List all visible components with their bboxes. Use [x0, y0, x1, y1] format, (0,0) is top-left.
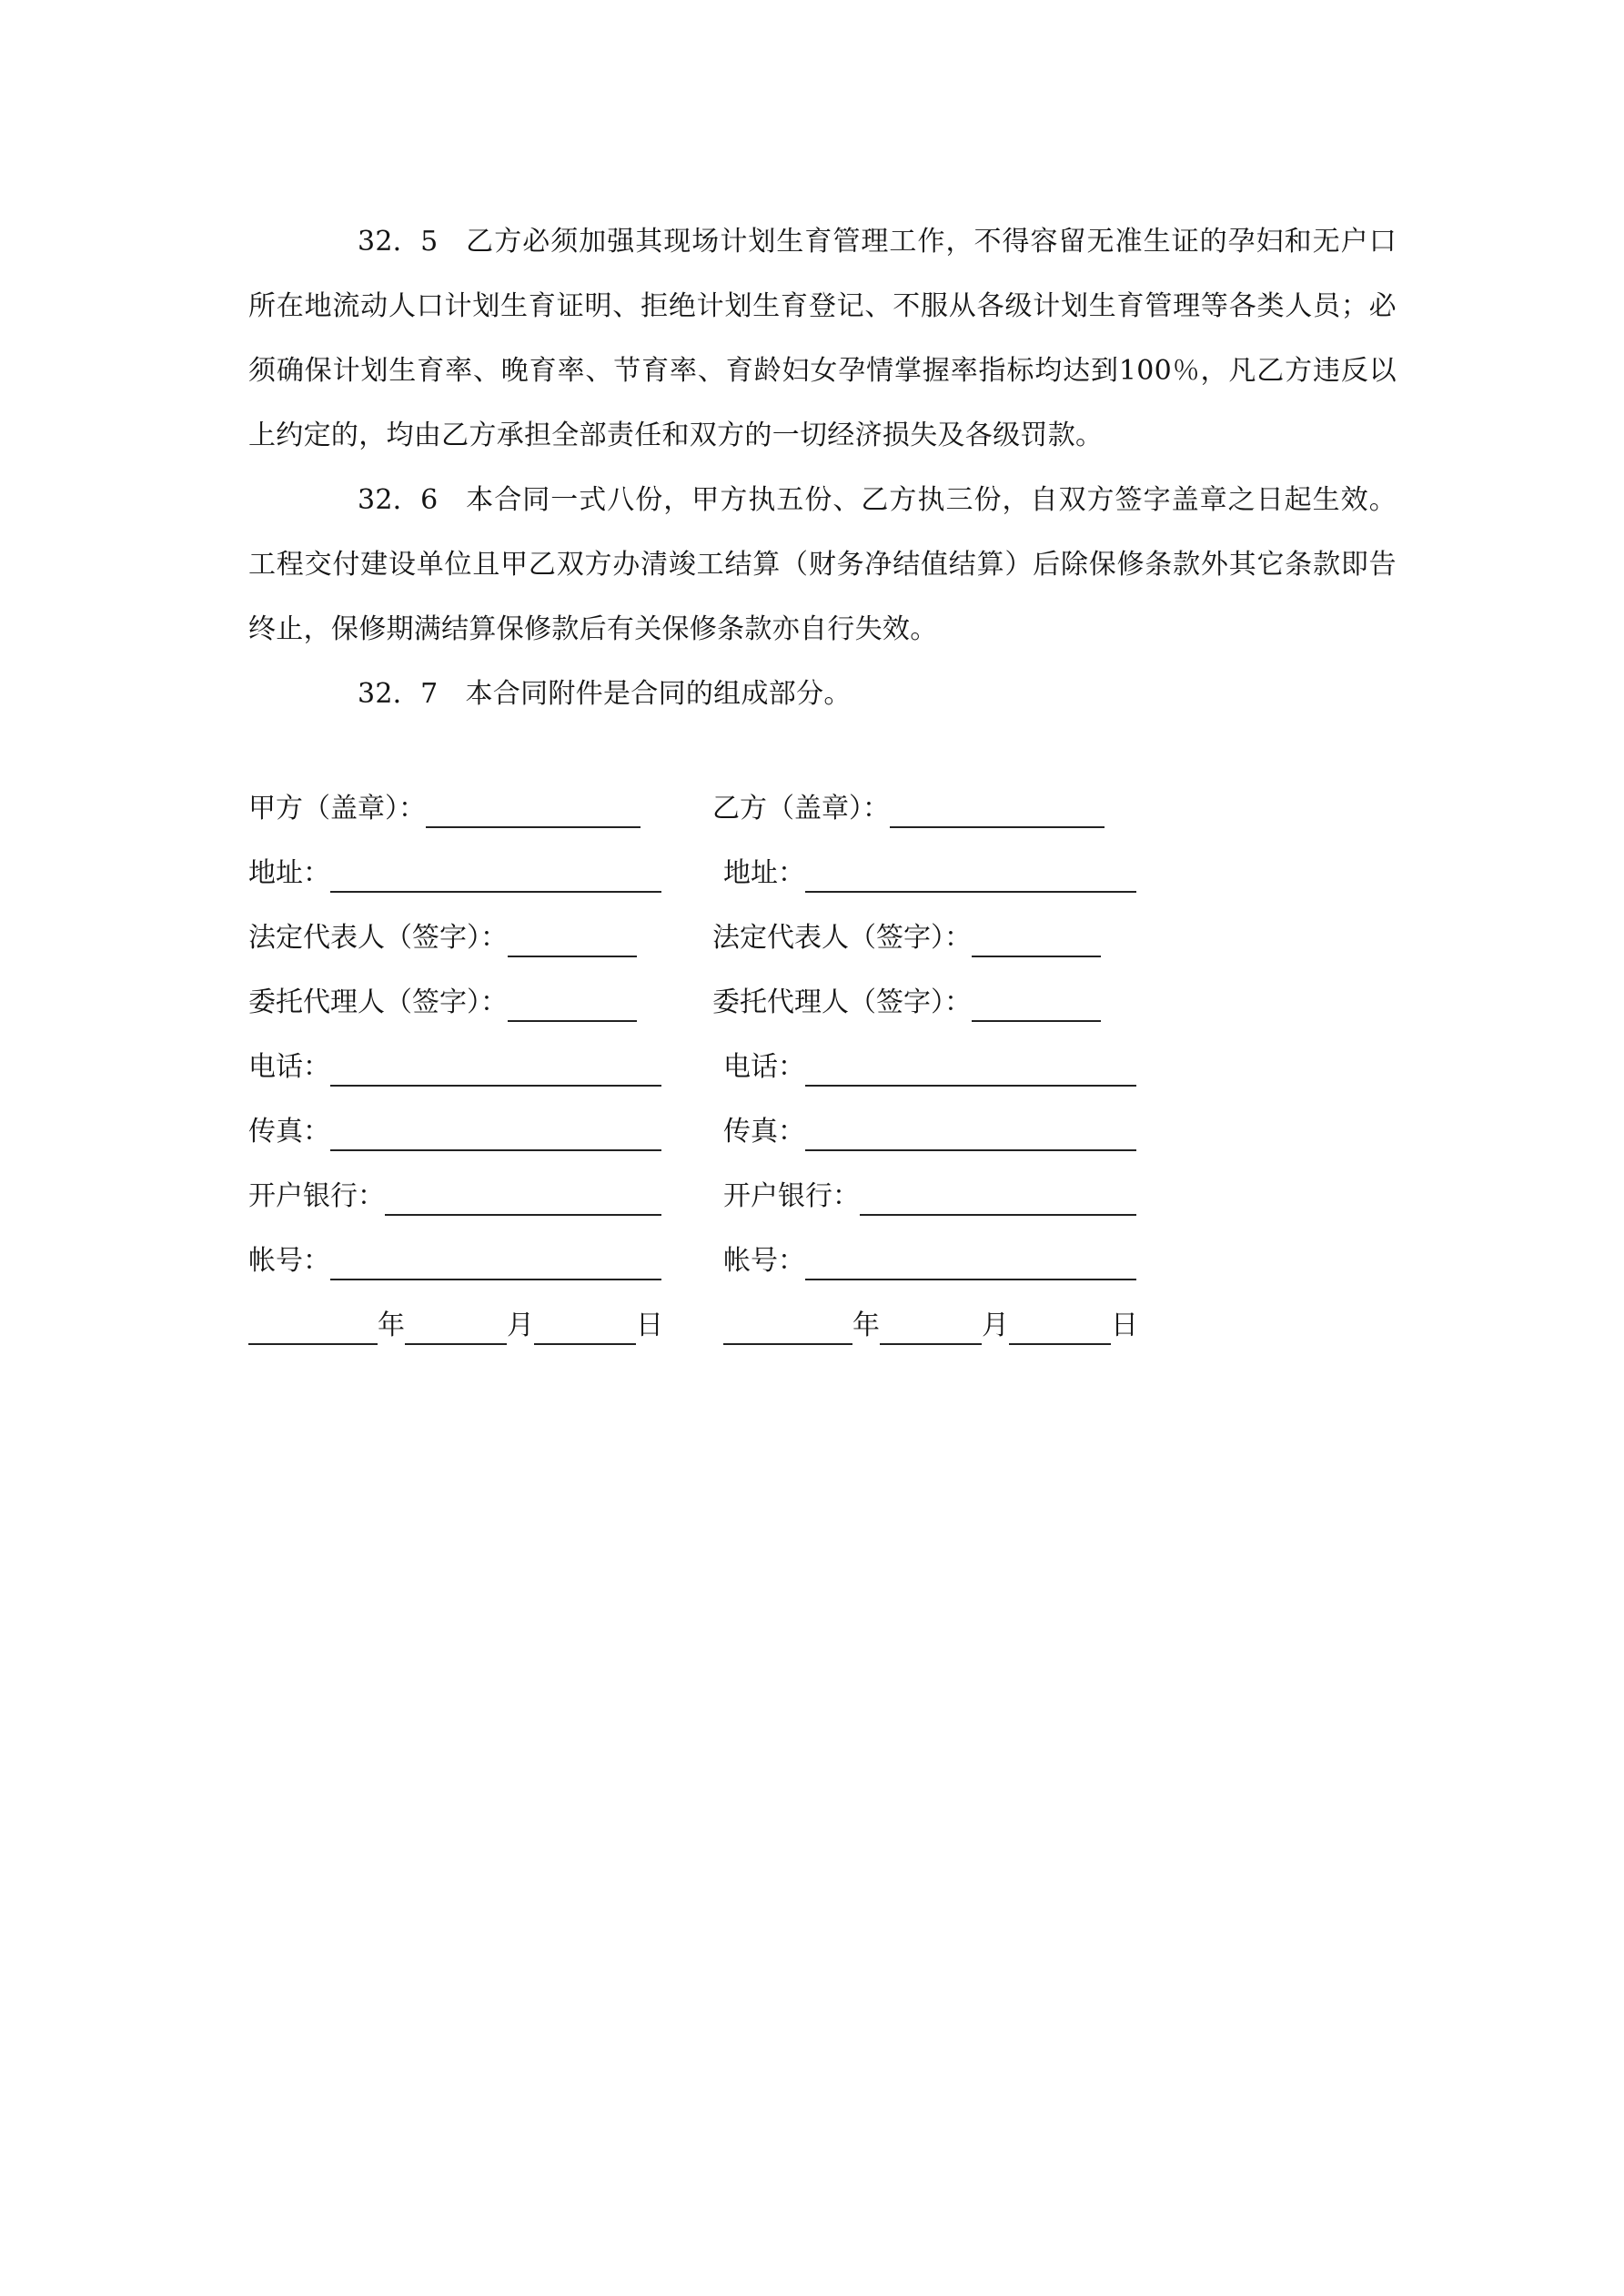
party-b-seal-label: 乙方（盖章）： — [712, 793, 890, 824]
agent-row — [248, 970, 1249, 1035]
party-b-fax-blank[interactable] — [805, 1118, 1136, 1151]
party-a-phone-blank[interactable] — [330, 1054, 661, 1087]
clause-32-5 — [248, 209, 1397, 468]
party-a-account-field — [248, 1229, 661, 1293]
party-b-address-label: 地址： — [723, 857, 805, 889]
party-a-seal-field — [248, 776, 641, 841]
seal-row — [248, 776, 1249, 841]
party-b-fax-label: 传真： — [723, 1116, 805, 1148]
date-row — [248, 1293, 1249, 1358]
party-a-phone-field — [248, 1035, 661, 1099]
party-b-account-label: 帐号： — [723, 1245, 805, 1277]
party-b-agent-field — [712, 970, 1101, 1035]
party-a-legal-rep-blank[interactable] — [508, 925, 637, 957]
party-a-fax-label: 传真： — [248, 1116, 330, 1148]
party-a-seal-blank[interactable] — [426, 795, 641, 828]
party-a-agent-label: 委托代理人（签字）： — [248, 986, 508, 1018]
party-b-address-field — [723, 841, 1136, 905]
party-b-phone-blank[interactable] — [805, 1054, 1136, 1087]
contract-clauses — [248, 209, 1397, 726]
party-a-bank-field — [248, 1164, 661, 1229]
party-a-bank-label: 开户银行： — [248, 1180, 385, 1212]
clause-number: 32．7 — [358, 678, 439, 710]
party-b-agent-label: 委托代理人（签字）： — [712, 986, 972, 1018]
party-b-legal-rep-field — [712, 905, 1101, 970]
party-a-address-label: 地址： — [248, 857, 330, 889]
legal-rep-row — [248, 905, 1249, 970]
clause-text: 乙方必须加强其现场计划生育管理工作，不得容留无准生证的孕妇和无户口所在地流动人口计划生育证明、拒绝计划生育登记、不服从各级计划生育管理等各类人员；必须确保计划生育率、晚育率、节育率、育龄妇女孕情掌握率指标均达到100％，凡乙方违反以上约定的，均由乙方承担全部责任和双方的一切经济损失及各级罚款。 — [248, 226, 1397, 451]
party-b-agent-blank[interactable] — [972, 989, 1101, 1022]
party-b-phone-field — [723, 1035, 1136, 1099]
party-b-legal-rep-label: 法定代表人（签字）： — [712, 922, 972, 954]
party-a-address-blank[interactable] — [330, 860, 661, 893]
bank-row — [248, 1164, 1249, 1229]
party-b-bank-field — [723, 1164, 1136, 1229]
clause-32-7 — [248, 662, 1397, 726]
party-b-bank-blank[interactable] — [860, 1183, 1136, 1216]
party-a-fax-blank[interactable] — [330, 1118, 661, 1151]
day-label: 日 — [636, 1310, 663, 1341]
party-b-bank-label: 开户银行： — [723, 1180, 860, 1212]
party-a-bank-blank[interactable] — [385, 1183, 661, 1216]
party-a-seal-label: 甲方（盖章）： — [248, 793, 426, 824]
party-b-year-blank[interactable] — [723, 1312, 852, 1345]
day-label: 日 — [1111, 1310, 1138, 1341]
party-b-day-blank[interactable] — [1009, 1312, 1111, 1345]
party-b-date-field — [723, 1293, 1138, 1358]
party-b-account-blank[interactable] — [805, 1248, 1136, 1280]
clause-number: 32．6 — [358, 484, 439, 516]
clause-text: 本合同一式八份，甲方执五份、乙方执三份，自双方签字盖章之日起生效。工程交付建设单位且甲乙双方办清竣工结算（财务净结值结算）后除保修条款外其它条款即告终止，保修期满结算保修款后有关保修条款亦自行失效。 — [248, 484, 1397, 645]
party-a-account-blank[interactable] — [330, 1248, 661, 1280]
year-label: 年 — [852, 1310, 880, 1341]
party-a-agent-blank[interactable] — [508, 989, 637, 1022]
party-a-legal-rep-field — [248, 905, 637, 970]
party-b-phone-label: 电话： — [723, 1051, 805, 1083]
party-a-account-label: 帐号： — [248, 1245, 330, 1277]
party-b-fax-field — [723, 1099, 1136, 1164]
account-row — [248, 1229, 1249, 1293]
party-a-day-blank[interactable] — [534, 1312, 636, 1345]
party-a-phone-label: 电话： — [248, 1051, 330, 1083]
signature-block — [248, 776, 1249, 1358]
phone-row — [248, 1035, 1249, 1099]
party-a-fax-field — [248, 1099, 661, 1164]
address-row — [248, 841, 1249, 905]
party-a-legal-rep-label: 法定代表人（签字）： — [248, 922, 508, 954]
party-a-agent-field — [248, 970, 637, 1035]
party-a-month-blank[interactable] — [405, 1312, 507, 1345]
month-label: 月 — [507, 1310, 534, 1341]
clause-text: 本合同附件是合同的组成部分。 — [465, 678, 852, 710]
fax-row — [248, 1099, 1249, 1164]
party-b-account-field — [723, 1229, 1136, 1293]
party-a-year-blank[interactable] — [248, 1312, 378, 1345]
party-b-legal-rep-blank[interactable] — [972, 925, 1101, 957]
party-b-seal-blank[interactable] — [890, 795, 1105, 828]
clause-32-6 — [248, 468, 1397, 662]
year-label: 年 — [378, 1310, 405, 1341]
party-a-date-field — [248, 1293, 663, 1358]
party-b-seal-field — [712, 776, 1105, 841]
party-a-address-field — [248, 841, 661, 905]
month-label: 月 — [982, 1310, 1009, 1341]
clause-number: 32．5 — [358, 226, 439, 258]
party-b-month-blank[interactable] — [880, 1312, 982, 1345]
party-b-address-blank[interactable] — [805, 860, 1136, 893]
